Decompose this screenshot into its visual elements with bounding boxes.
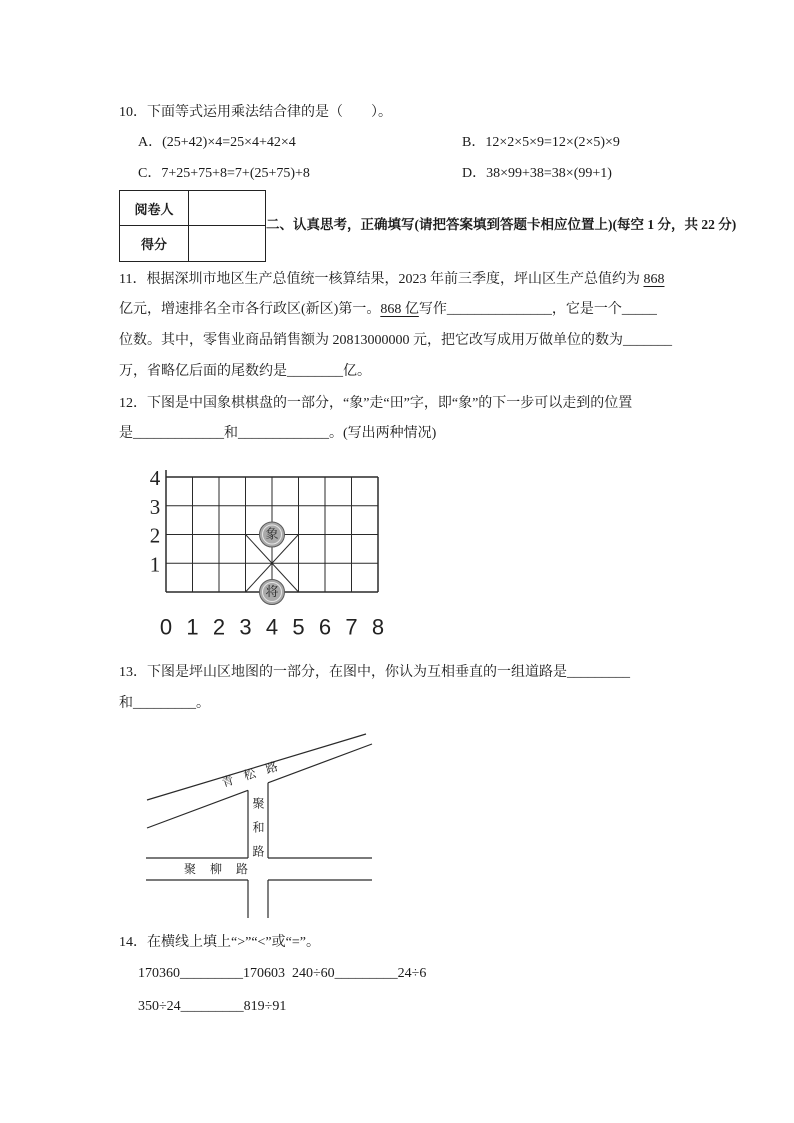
road-label-qingsong: 青松路: [219, 756, 291, 790]
road-label-juhe: 聚和路: [251, 797, 265, 869]
q10-stem: 10．下面等式运用乘法结合律的是（ ）。: [119, 105, 392, 120]
column-label: 6: [318, 614, 332, 640]
score-table: [119, 190, 266, 262]
chess-piece-elephant: [260, 522, 285, 547]
q12-line-2: 是_____________和_____________。(写出两种情况): [119, 426, 437, 441]
column-label: 0: [159, 614, 173, 640]
q11-line-4: 万，省略亿后面的尾数约是________亿。: [119, 364, 371, 379]
q11-line-2: [119, 301, 657, 319]
piece-label: 将: [265, 585, 279, 600]
q14-line-1: 170360_________170603 240÷60_________24÷6: [138, 966, 427, 981]
road-label-juliu: 聚柳路: [184, 862, 263, 876]
chess-piece-general: [260, 580, 285, 605]
grader-cell: [189, 191, 266, 226]
q13-line-2: 和_________。: [119, 696, 210, 711]
column-label: 1: [186, 614, 199, 640]
q11-underlined-value-2: 868 亿: [380, 302, 419, 317]
q14-stem: 14．在横线上填上“>”“<”或“=”。: [119, 935, 320, 950]
column-label: 5: [292, 614, 305, 640]
grader-label: 阅卷人: [120, 191, 189, 226]
q10-option-b: B．12×2×5×9=12×(2×5)×9: [462, 135, 620, 150]
section-header: 二、认真思考，正确填写(请把答案填到答题卡相应位置上)(每空 1 分，共 22 分): [266, 217, 737, 232]
q11-line-1-text: 11．根据深圳市地区生产总值统一核算结果，2023 年前三季度，坪山区生产总值约为: [119, 272, 644, 287]
q10-option-a: A．(25+42)×4=25×4+42×4: [138, 135, 296, 150]
row-label: 3: [149, 494, 161, 519]
q11-line-2-text-after: 写作_______________，它是一个_____: [418, 302, 657, 317]
q13-line-1: 13．下图是坪山区地图的一部分，在图中，你认为互相垂直的一组道路是_________: [119, 665, 630, 680]
column-label: 8: [371, 614, 385, 640]
q10-option-c: C．7+25+75+8=7+(25+75)+8: [138, 166, 310, 181]
q12-line-1: 12．下图是中国象棋棋盘的一部分，“象”走“田”字，即“象”的下一步可以走到的位置: [119, 396, 633, 411]
q10-option-d: D．38×99+38=38×(99+1): [462, 166, 612, 181]
column-label: 3: [239, 614, 252, 640]
q11-line-3: 位数。其中，零售业商品销售额为 20813000000 元，把它改写成用万做单位的数为_______: [119, 333, 672, 348]
piece-label: 象: [265, 527, 279, 543]
column-label: 4: [265, 614, 279, 640]
q11-line-1: [119, 271, 664, 289]
score-label: 得分: [120, 226, 189, 262]
row-label: 1: [149, 552, 161, 577]
column-label: 2: [212, 614, 226, 640]
row-label: 2: [149, 523, 161, 548]
road-map: [144, 731, 376, 921]
chess-board: [140, 460, 390, 645]
score-cell: [189, 226, 266, 262]
q11-line-2-text-before: 亿元，增速排名全市各行政区(新区)第一。: [119, 302, 381, 317]
row-label: 4: [149, 466, 161, 490]
q14-line-2: 350÷24_________819÷91: [138, 999, 287, 1014]
column-label: 7: [345, 614, 358, 640]
q11-underlined-value: 868: [643, 272, 665, 287]
